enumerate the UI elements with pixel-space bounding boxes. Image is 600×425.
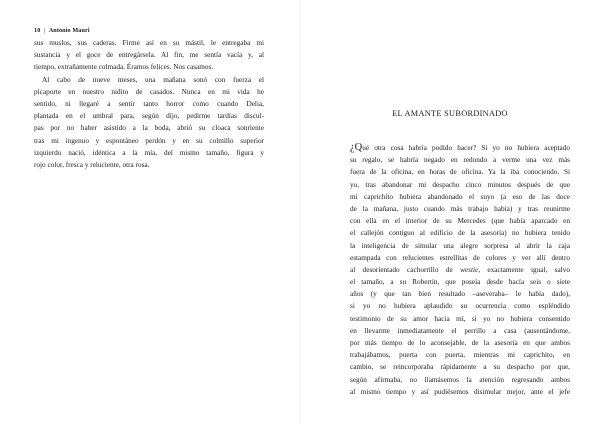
text-segment: al desorientado cachorrillo de [350, 265, 461, 274]
text-line: con ella en el interior de su Mercedes (que había aparcado en [350, 217, 570, 226]
text-line: su regalo, se habría negado en redondo a verme una vez más [350, 156, 570, 165]
text-line: según afirmaba, no llamásemos la atención regresando ambos [350, 375, 570, 384]
text-line: la inteligencia de simular una alegre sorpresa al abrir la caja [350, 241, 570, 250]
text-line: pas por no haber asistido a la boda, abrió su cloaca sonriente [34, 124, 264, 133]
author-name: Antonio Mauri [48, 27, 90, 34]
text-line: cambio, se reincorporaba rápidamente a su despacho por que, [350, 363, 570, 372]
text-line: testimonio de su amor hacia mí, si yo no hubiera consentido [350, 314, 570, 323]
text-line: mi caprichito hubiera abandonado el suyo (a eso de las doce [350, 192, 570, 201]
italic-word: westie [460, 265, 479, 274]
running-head [34, 27, 90, 34]
opening-line-text: ué otra cosa habría podido hacer? Si yo no hubiera aceptado [362, 144, 570, 152]
text-line: estampada con relucientes estrellitas de colores y ver allí dentro [350, 253, 570, 262]
text-line: el tamaño, a su Robertín, que poseía desde hacía seis o siete [350, 278, 570, 287]
text-segment: , exactamente igual, salvo [478, 265, 570, 274]
text-line: fuera de la oficina, en horas de oficina. Ya la iba conociendo. Si [350, 168, 570, 177]
text-line: el callejón contiguo al edificio de la asesoría) no hubiera tenido [350, 229, 570, 238]
text-line-with-italic [350, 264, 570, 276]
page-gutter [299, 0, 300, 425]
text-line: por más tiempo de lo aconsejable, de la asesoría en que ambos [350, 339, 570, 347]
text-line: picaporte en nuestro nidito de casados. Nunca en mi vida he [34, 87, 264, 96]
text-line: yo, tras abandonar mi despacho cinco minutos después de que [350, 180, 570, 189]
text-line: sus muslos, sus caderas. Firme así en su mástil, le entregaba mi [34, 39, 264, 47]
running-head-separator: | [44, 27, 46, 34]
opening-line [350, 142, 570, 154]
text-line: si yo no hubiera aplaudido su ocurrencia como espléndido [350, 302, 570, 311]
text-line: Al cabo de nueve meses, una mañana sonó con fuerza el [42, 75, 264, 84]
text-line: tiempo, extrañamente colmada. Éramos felices. Nos casamos. [34, 63, 214, 72]
text-line: sustancia y el goce de entregársela. Al fin, me sentía vacía y, al [34, 51, 264, 60]
text-line: izquierdo nació, idéntica a la mía, del mismo tamaño, figura y [34, 148, 264, 157]
text-line: rojo color, fresca y reluciente, otra rosa. [34, 160, 150, 169]
text-line: tras mi ingenuo y espontáneo perdón y en su colmillo superior [34, 136, 264, 145]
left-body-text [34, 37, 264, 171]
text-line: plantada en el umbral para, según dijo, pedirme tardías discul- [34, 112, 264, 121]
text-line: trabajábamos, puerta con puerta, mientras mi caprichito, en [350, 351, 570, 360]
text-line: al mismo tiempo y así pudiésemos disimular mejor, ante el jefe [350, 387, 570, 396]
page-number: 10 [34, 27, 41, 34]
text-line: de la mañana, justo cuando más trabajo había) y tras reunirme [350, 204, 570, 213]
text-line: años (y que tan bien resultado –aseveraba– le había dado), [350, 290, 570, 299]
drop-cap: ¿Q [350, 142, 363, 153]
text-line: en llevarme inmediatamente el perrillo a casa (ausentándome, [350, 326, 570, 335]
right-body-text [350, 142, 570, 398]
text-line: sentido, ni llegaré a sentir tanto horror como cuando Delia, [34, 99, 264, 108]
chapter-title: EL AMANTE SUBORDINADO [392, 109, 508, 118]
